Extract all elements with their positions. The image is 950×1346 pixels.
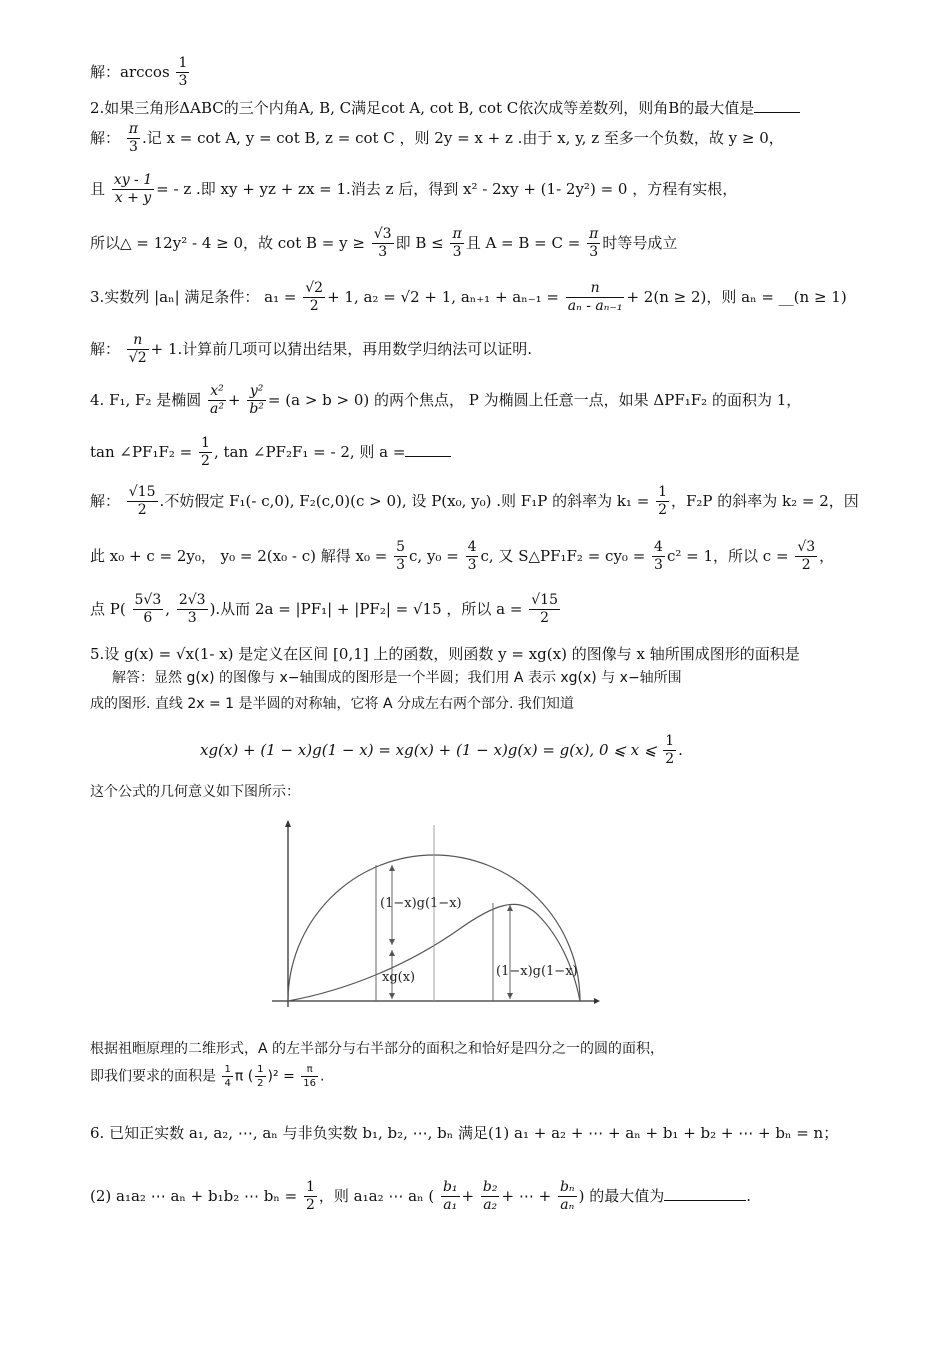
question-5: 5.设 g(x) = √x(1- x) 是定义在区间 [0,1] 上的函数，则函数 y = xg(x) 的图像与 x 轴所围成图形的面积是 (90, 645, 800, 663)
answer-2-line-3: 所以△ = 12y² - 4 ≥ 0，故 cot B = y ≥ $\frac{√3}{3}$ 即 B ≤ $\frac{\pi}{3}$ 且 A = B = C = $\frac{\pi}{3}$ 时等号成立 (90, 226, 678, 261)
fraction: $\frac{1}{2}$ (257, 1064, 264, 1089)
x-axis-arrow (594, 998, 600, 1004)
fraction: $\frac{\pi}{3}$ (589, 226, 599, 261)
fraction: $\frac{√3}{2}$ (797, 539, 816, 574)
question-3: 3.实数列 |aₙ| 满足条件： a₁ = $\frac{√2}{2}$ + 1, a₂ = √2 + 1, aₙ₊₁ + aₙ₋₁ = $\frac{n}{\text{aₙ - aₙ₋₁}}$ + 2(n ≥ 2)，则 aₙ = __(n ≥ 1) (90, 280, 847, 315)
answer-4-line-2: 此 x₀ + c = 2y₀， y₀ = 2(x₀ - c) 解得 x₀ = $\frac{5}{3}$ c, y₀ = $\frac{4}{3}$ c, 又 S△PF₁F₂ = cy₀ = $\frac{4}{3}$ c² = 1，所以 c = $\frac{√3}{2}$ ， (90, 539, 835, 574)
fraction: $\frac{1}{4}$ (224, 1064, 231, 1089)
answer-blank (405, 444, 451, 457)
question-6-line-2: (2) a₁a₂ ⋯ aₙ + b₁b₂ ⋯ bₙ = $\frac{1}{2}$ ，则 a₁a₂ ⋯ aₙ ( $\frac{\text{b₁}}{\text{a₁}}$ + $\frac{\text{b₂}}{\text{a₂}}$ + ⋯ + $\frac{\text{bₙ}}{\text{aₙ}}$ ) 的最大值为 . (90, 1179, 751, 1214)
answer-5-equation: xg(x) + (1 − x)g(1 − x) = xg(x) + (1 − x)g(x) = g(x), 0 ⩽ x ⩽ $\frac{1}{2}$ . (200, 733, 683, 768)
fraction: $\frac{\text{bₙ}}{\text{aₙ}}$ (559, 1179, 575, 1214)
answer-3: 解： $\frac{n}{√2}$ + 1.计算前几项可以猜出结果，再用数学归纳法可以证明. (90, 332, 533, 367)
fraction: $\frac{√15}{2}$ (128, 484, 156, 519)
fraction: $\frac{n}{√2}$ (128, 332, 147, 367)
answer-1 (90, 56, 191, 90)
fraction: $\frac{√3}{3}$ (373, 226, 392, 261)
fraction: $\frac{5}{3}$ (396, 539, 406, 574)
answer-5-line-3: 这个公式的几何意义如下图所示： (90, 784, 300, 800)
label-mid: xg(x) (382, 970, 416, 985)
fraction: $\frac{1}{3}$ (178, 55, 188, 90)
fraction: $\frac{1}{2}$ (201, 435, 210, 470)
question-6-line-1: 6. 已知正实数 a₁, a₂, ⋯, aₙ 与非负实数 b₁, b₂, ⋯, bₙ 满足(1) a₁ + a₂ + ⋯ + aₙ + b₁ + b₂ + ⋯ + bₙ = n； (90, 1124, 839, 1142)
fraction: $\frac{xy - 1}{x + y}$ (113, 172, 153, 207)
question-4-line-1: 4. F₁, F₂ 是椭圆 $\frac{\text{x²}}{\text{a²}}$ + $\frac{\text{y²}}{\text{b²}}$ = (a > b > 0) 的两个焦点， P 为椭圆上任意一点，如果 ΔPF₁F₂ 的面积为 1， (90, 383, 802, 418)
fraction: $\frac{2√3}{3}$ (178, 592, 206, 627)
fraction: $\frac{4}{3}$ (654, 539, 663, 574)
fraction: $\frac{√15}{2}$ (531, 592, 558, 627)
answer-5-line-4: 根据祖暅原理的二维形式，A 的左半部分与右半部分的面积之和恰好是四分之一的圆的面积， (90, 1041, 665, 1057)
y-axis-arrow (285, 820, 291, 827)
answer-5-line-1: 解答：显然 g(x) 的图像与 x−轴围成的图形是一个半圆；我们用 A 表示 xg(x) 与 x−轴所围 (112, 670, 682, 686)
fraction: $\frac{\pi}{16}$ (303, 1064, 316, 1089)
fraction: $\frac{1}{2}$ (665, 733, 675, 768)
fraction: $\frac{\text{b₁}}{\text{a₁}}$ (442, 1179, 458, 1214)
fraction: $\frac{n}{\text{aₙ - aₙ₋₁}}$ (567, 280, 623, 315)
answer-2-line-2: 且 $\frac{xy - 1}{x + y}$ = - z .即 xy + yz + zx = 1.消去 z 后，得到 x² - 2xy + (1- 2y²) = 0 ，方程有实根， (90, 172, 738, 207)
answer-4-line-1: 解： $\frac{√15}{2}$ .不妨假定 F₁(- c,0), F₂(c,0)(c > 0), 设 P(x₀, y₀) .则 F₁P 的斜率为 k₁ = $\frac{1}{2}$ ，F₂P 的斜率为 k₂ = 2，因 (90, 484, 859, 519)
fraction: $\frac{4}{3}$ (467, 539, 477, 574)
fraction: $\frac{1}{2}$ (305, 1179, 315, 1214)
answer-1-text: 解：arccos (90, 62, 170, 81)
question-2-text: 2.如果三角形ΔABC的三个内角A, B, C满足cot A, cot B, cot C依次成等差数列，则角B的最大值是 (90, 99, 755, 117)
fraction: $\frac{1}{2}$ (658, 484, 667, 519)
figure-svg (268, 815, 600, 1010)
semicircle-figure (268, 815, 600, 1014)
question-2 (90, 99, 800, 118)
answer-blank (754, 100, 800, 113)
fraction: $\frac{\text{b₂}}{\text{a₂}}$ (482, 1179, 498, 1214)
answer-blank (664, 1188, 746, 1201)
fraction: $\frac{\text{x²}}{\text{a²}}$ (210, 383, 224, 418)
answer-5-line-2: 成的图形. 直线 2x = 1 是半圆的对称轴，它将 A 分成左右两个部分. 我们知道 (90, 696, 574, 712)
label-right: (1−x)g(1−x) (496, 964, 578, 979)
fraction: $\frac{\pi}{3}$ (128, 121, 138, 156)
fraction: $\frac{5√3}{6}$ (134, 592, 162, 627)
answer-5-line-5: 即我们要求的面积是 $\frac{1}{4}$ π ( $\frac{1}{2}$ )² = $\frac{\pi}{16}$ . (90, 1064, 325, 1089)
fraction: $\frac{√2}{2}$ (305, 280, 324, 315)
answer-2-line-1: 解： $\frac{\pi}{3}$ .记 x = cot A, y = cot B, z = cot C ，则 2y = x + z .由于 x, y, z 至多一个负数，故 y ≥ 0， (90, 121, 784, 156)
answer-4-line-3: 点 P( $\frac{5√3}{6}$ , $\frac{2√3}{3}$ ).从而 2a = |PF₁| + |PF₂| = √15 ，所以 a = $\frac{√15}{2}$ (90, 592, 558, 627)
label-top: (1−x)g(1−x) (380, 896, 462, 911)
fraction: $\frac{\pi}{3}$ (452, 226, 462, 261)
fraction: $\frac{\text{y²}}{\text{b²}}$ (249, 383, 264, 418)
question-4-line-2: tan ∠PF₁F₂ = $\frac{1}{2}$ , tan ∠PF₂F₁ = - 2, 则 a = (90, 436, 451, 470)
